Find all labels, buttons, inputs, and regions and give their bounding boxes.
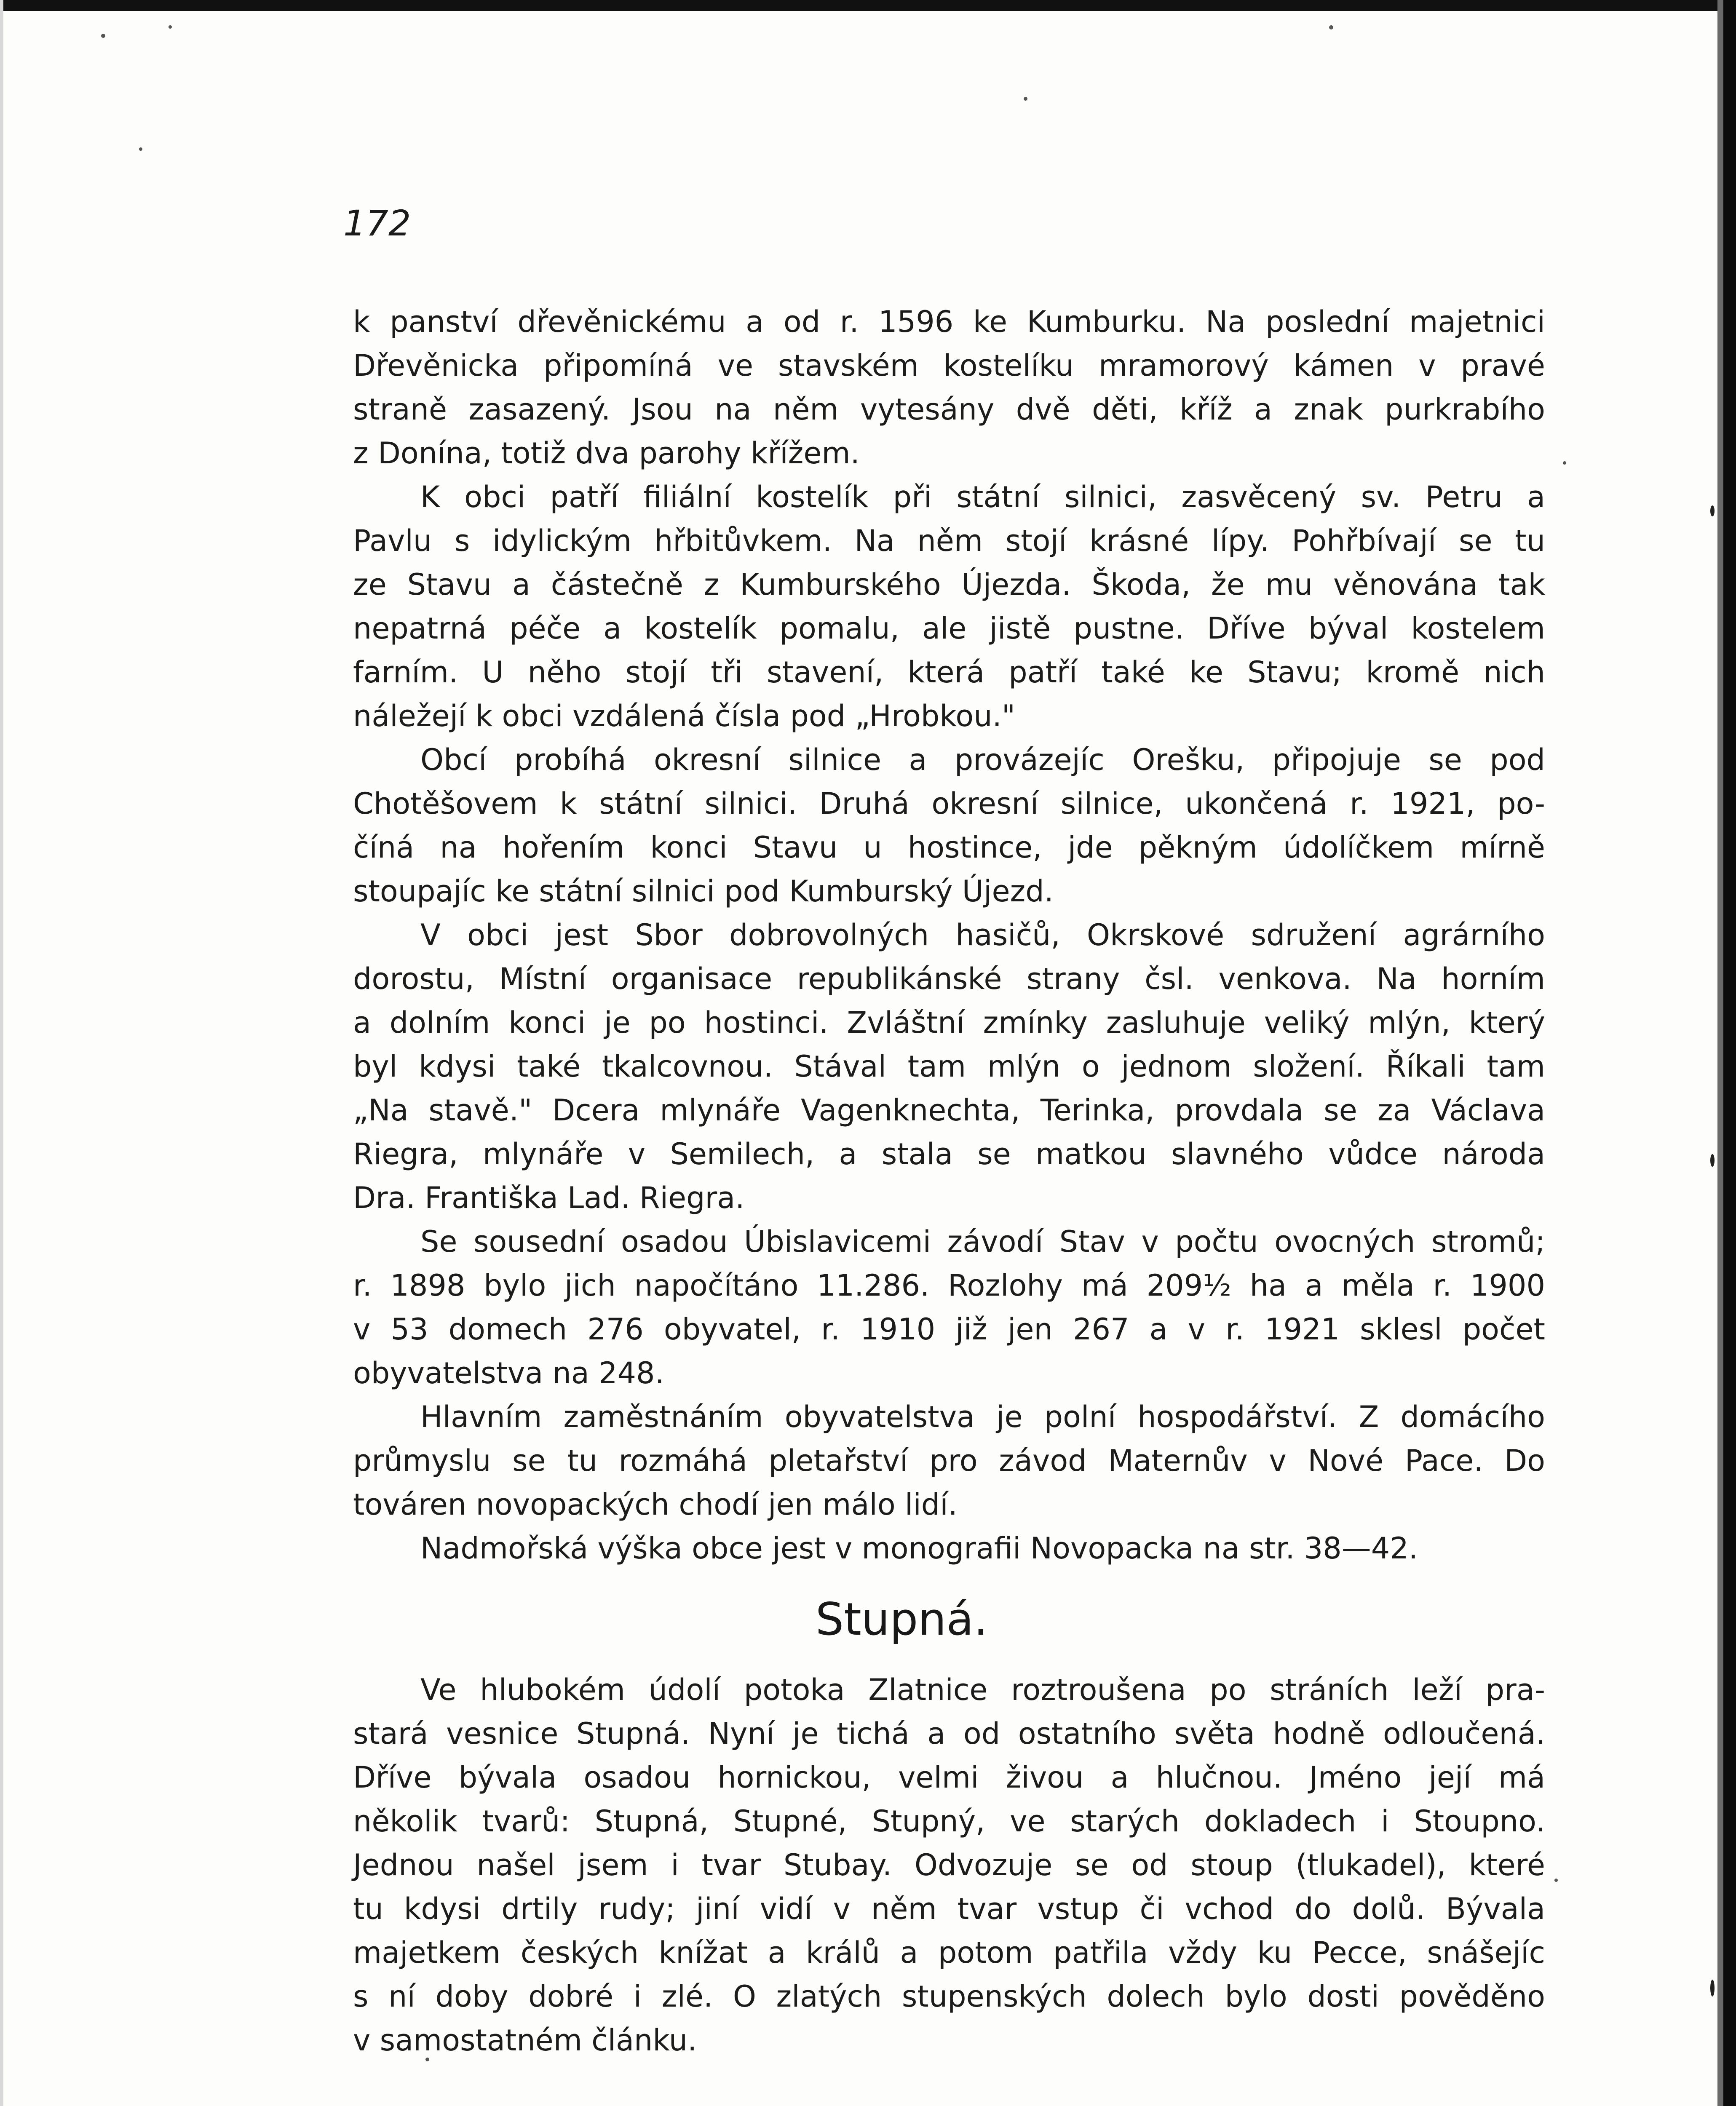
- text-line: Chotěšovem k státní silnici. Druhá okresní silnice, ukončená r. 1921, po-: [353, 786, 1545, 821]
- text-line: tu kdysi drtily rudy; jiní vidí v něm tvar vstup či vchod do dolů. Bývala: [353, 1892, 1545, 1926]
- page-number: 172: [343, 203, 411, 244]
- paragraph: [353, 475, 1545, 738]
- scan-speck: [1710, 1154, 1715, 1167]
- scan-border-top: [0, 0, 1736, 11]
- scan-speck: [1329, 25, 1333, 29]
- text-line: obyvatelstva na 248.: [353, 1356, 664, 1390]
- text-line: r. 1898 bylo jich napočítáno 11.286. Rozlohy má 209½ ha a měla r. 1900: [353, 1268, 1545, 1303]
- scan-speck: [1710, 1980, 1715, 1996]
- text-line: Obcí probíhá okresní silnice a provázejíc Orešku, připojuje se pod: [420, 743, 1545, 777]
- text-line: v 53 domech 276 obyvatel, r. 1910 již jen 267 a v r. 1921 sklesl počet: [353, 1312, 1545, 1347]
- text-line: z Donína, totiž dva parohy křížem.: [353, 436, 860, 470]
- text-line: a dolním konci je po hostinci. Zvláštní zmínky zasluhuje veliký mlýn, který: [353, 1005, 1545, 1040]
- paragraph: [353, 1668, 1545, 2062]
- text-line: průmyslu se tu rozmáhá pletařství pro závod Maternův v Nové Pace. Do: [353, 1443, 1545, 1478]
- text-line: továren novopackých chodí jen málo lidí.: [353, 1487, 958, 1522]
- text-line: Dříve bývala osadou hornickou, velmi živou a hlučnou. Jméno její má: [353, 1760, 1545, 1795]
- text-line: Se sousední osadou Úbislavicemi závodí Stav v počtu ovocných stromů;: [420, 1224, 1545, 1259]
- text-line: Riegra, mlynáře v Semilech, a stala se matkou slavného vůdce národa: [353, 1137, 1545, 1171]
- scan-border-right-shadow: [1717, 0, 1723, 2106]
- text-line: straně zasazený. Jsou na něm vytesány dvě děti, kříž a znak purkrabího: [353, 392, 1545, 427]
- text-line: Dra. Františka Lad. Riegra.: [353, 1181, 745, 1215]
- text-line: Pavlu s idylickým hřbitůvkem. Na něm stojí krásné lípy. Pohřbívají se tu: [353, 524, 1545, 558]
- text-line: V obci jest Sbor dobrovolných hasičů, Okrskové sdružení agrárního: [420, 918, 1545, 952]
- text-line: v samostatném článku.: [353, 2023, 697, 2058]
- scan-speck: [139, 147, 142, 151]
- paragraph: [353, 300, 1545, 475]
- text-line: nepatrná péče a kostelík pomalu, ale jistě pustne. Dříve býval kostelem: [353, 611, 1545, 646]
- text-line: číná na hořením konci Stavu u hostince, jde pěkným údolíčkem mírně: [353, 830, 1545, 865]
- text-line: Nadmořská výška obce jest v monografii Novopacka na str. 38—42.: [420, 1531, 1418, 1566]
- text-line: ze Stavu a částečně z Kumburského Újezda. Škoda, že mu věnována tak: [353, 567, 1545, 602]
- paragraph: [353, 738, 1545, 913]
- scan-speck: [101, 34, 105, 38]
- paragraph: [353, 913, 1545, 1220]
- section-heading: Stupná.: [815, 1593, 988, 1645]
- section-1-text: [353, 300, 1545, 1570]
- section-2-text: [353, 1668, 1545, 2062]
- text-line: K obci patří filiální kostelík při státní silnici, zasvěcený sv. Petru a: [420, 480, 1545, 514]
- text-line: Hlavním zaměstnáním obyvatelstva je polní hospodářství. Z domácího: [420, 1400, 1545, 1434]
- text-line: majetkem českých knížat a králů a potom patřila vždy ku Pecce, snášejíc: [353, 1935, 1545, 1970]
- scan-border-right: [1723, 0, 1736, 2106]
- text-line: dorostu, Místní organisace republikánské strany čsl. venkova. Na horním: [353, 962, 1545, 996]
- paragraph: [353, 1395, 1545, 1526]
- scan-border-left: [0, 0, 3, 2106]
- text-line: k panství dřevěnickému a od r. 1596 ke Kumburku. Na poslední majetnici: [353, 305, 1545, 339]
- paragraph: [353, 1220, 1545, 1395]
- paragraph: [353, 1526, 1545, 1570]
- text-line: Ve hlubokém údolí potoka Zlatnice roztroušena po stráních leží pra-: [420, 1673, 1545, 1707]
- scan-speck: [1710, 505, 1715, 516]
- text-line: „Na stavě." Dcera mlynáře Vagenknechta, Terinka, provdala se za Václava: [353, 1093, 1545, 1128]
- text-line: stará vesnice Stupná. Nyní je tichá a od ostatního světa hodně odloučená.: [353, 1716, 1545, 1751]
- text-line: stoupajíc ke státní silnici pod Kumburský Újezd.: [353, 874, 1054, 909]
- text-line: několik tvarů: Stupná, Stupné, Stupný, ve starých dokladech i Stoupno.: [353, 1804, 1545, 1839]
- text-line: náležejí k obci vzdálená čísla pod „Hrobkou.": [353, 699, 1016, 733]
- text-line: byl kdysi také tkalcovnou. Stával tam mlýn o jednom složení. Říkali tam: [353, 1049, 1545, 1084]
- text-line: s ní doby dobré i zlé. O zlatých stupenských dolech bylo dosti pověděno: [353, 1979, 1545, 2014]
- text-line: farním. U něho stojí tři stavení, která patří také ke Stavu; kromě nich: [353, 655, 1545, 690]
- scan-speck: [1554, 1879, 1558, 1882]
- text-line: Jednou našel jsem i tvar Stubay. Odvozuje se od stoup (tlukadel), které: [353, 1848, 1545, 1882]
- scan-speck: [1563, 461, 1566, 465]
- text-line: Dřevěnicka připomíná ve stavském kostelíku mramorový kámen v pravé: [353, 348, 1545, 383]
- scan-speck: [1024, 97, 1027, 101]
- scan-speck: [169, 25, 172, 29]
